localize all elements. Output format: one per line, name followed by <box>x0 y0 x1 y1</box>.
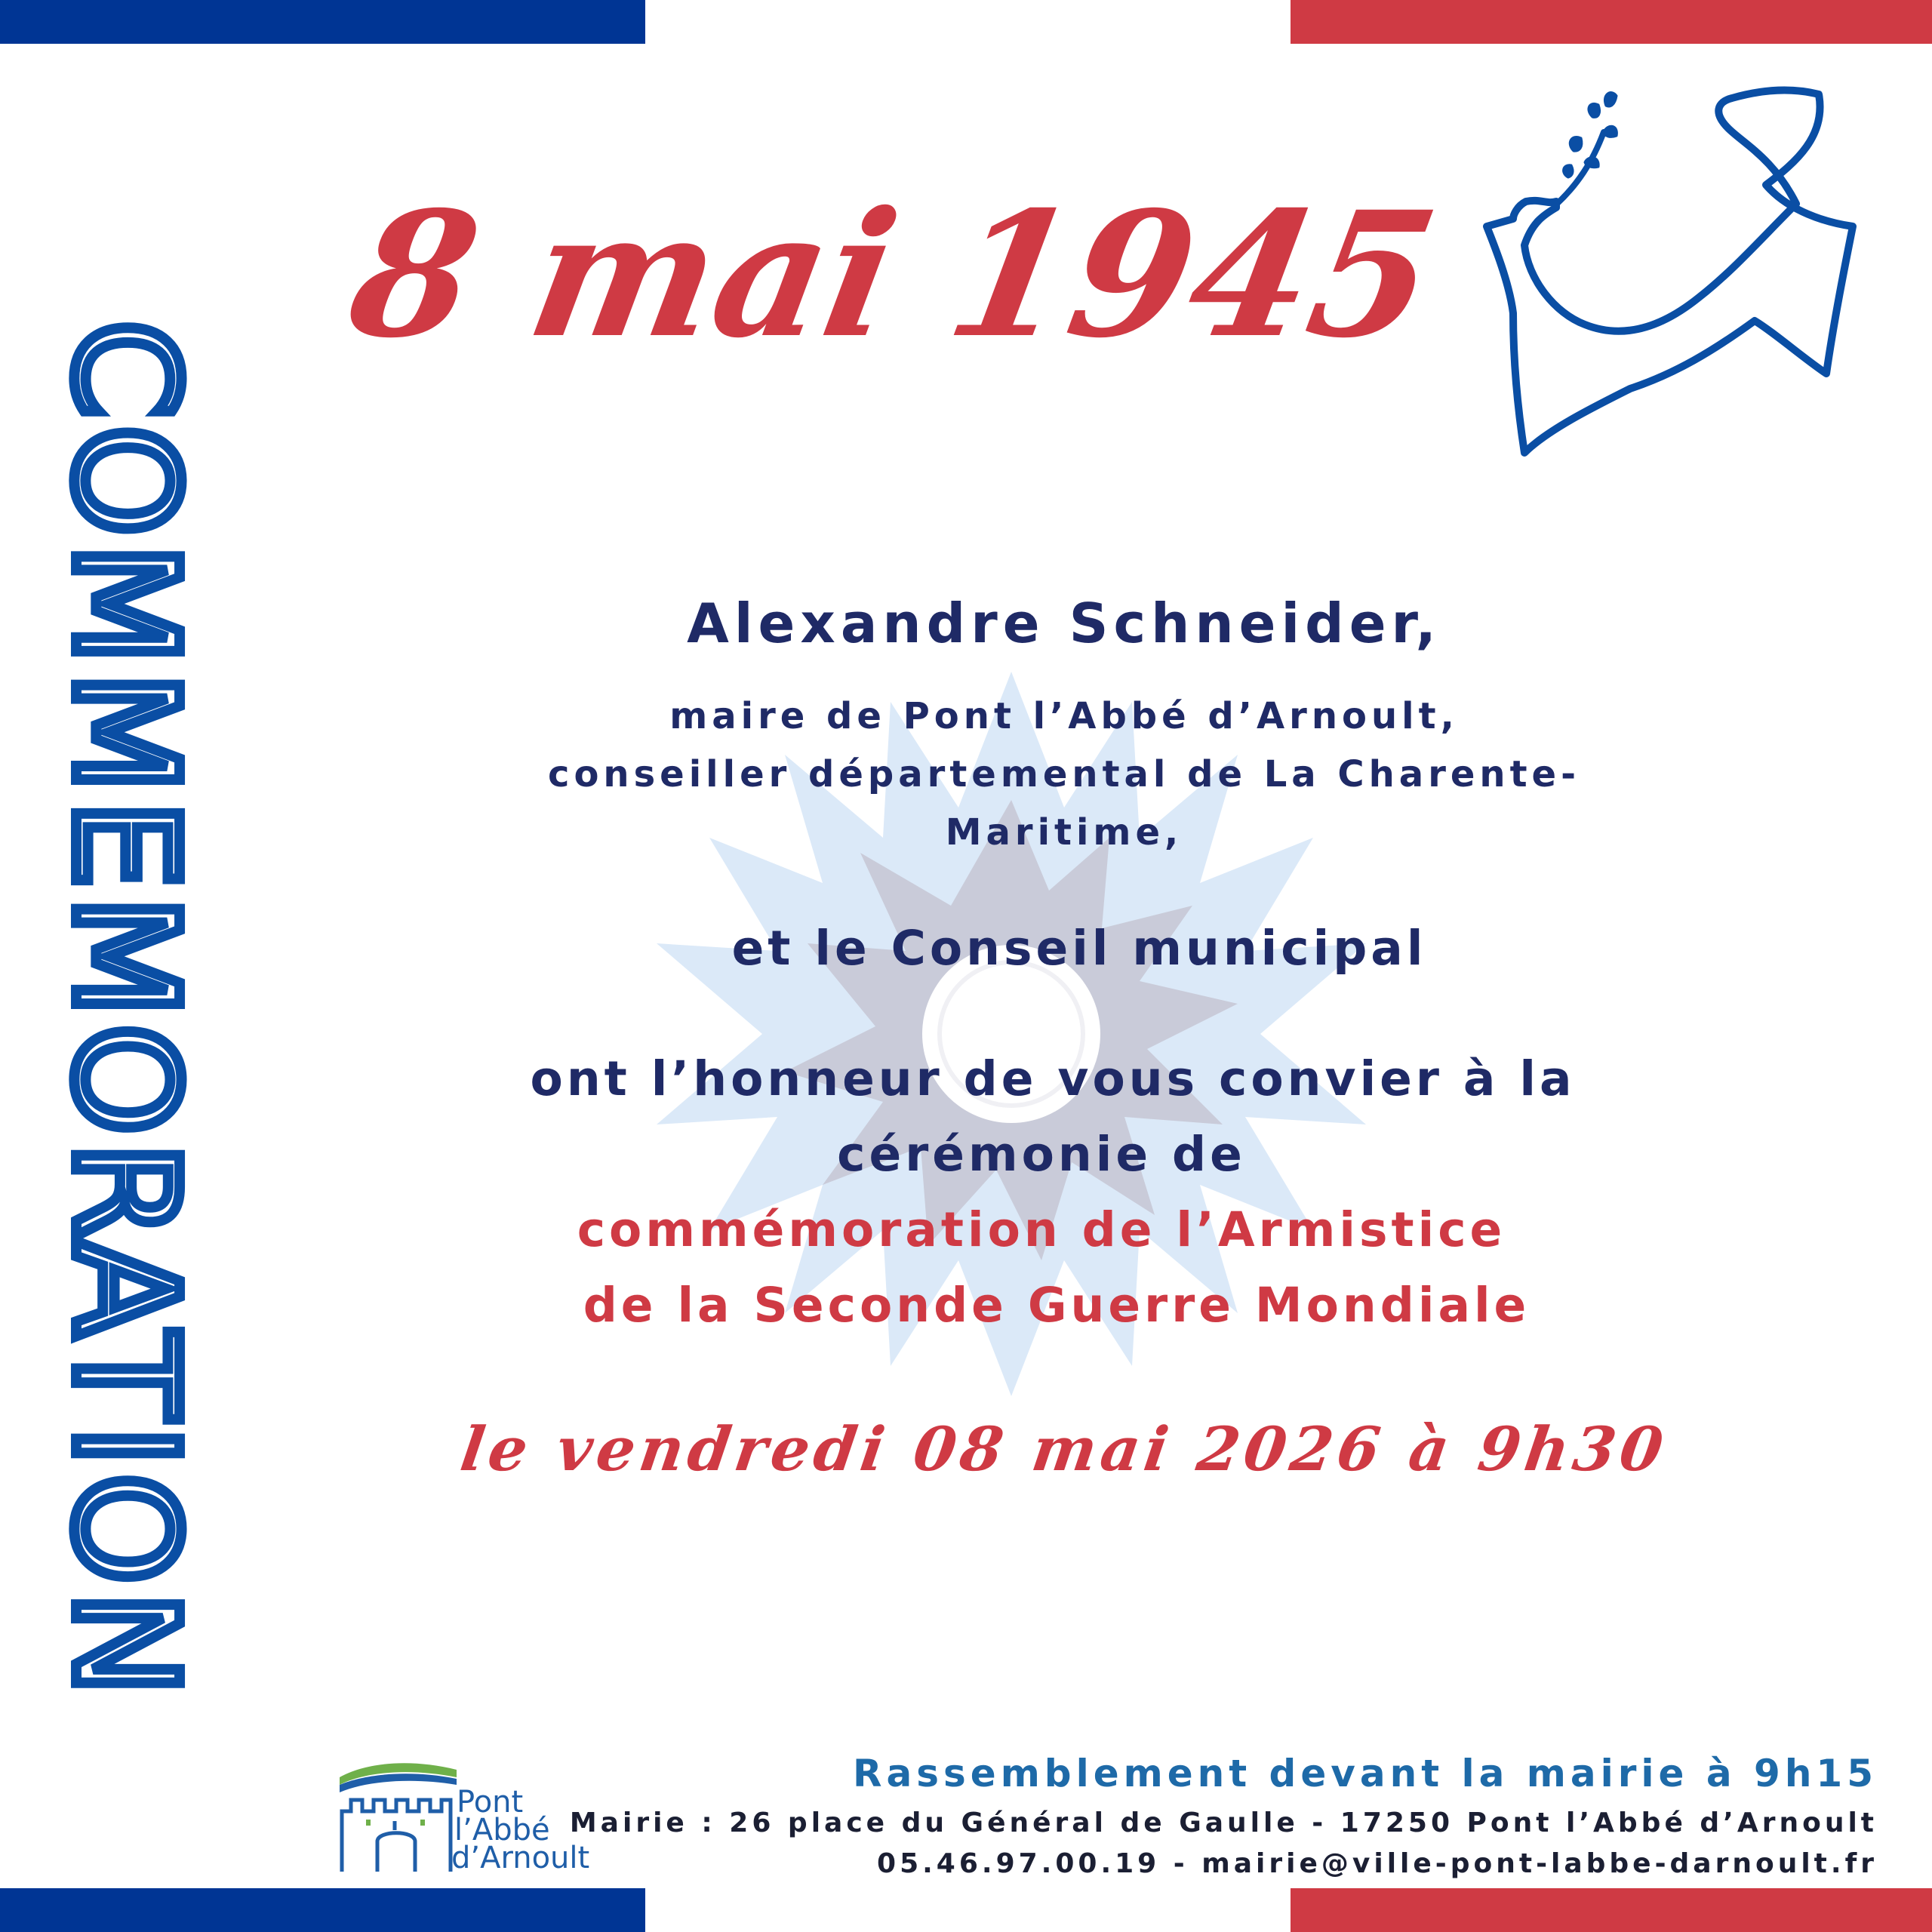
council-line: et le Conseil municipal <box>731 921 1427 976</box>
ceremony-date: le vendredi 08 mai 2026 à 9h30 <box>456 1414 1672 1484</box>
logo-text-line-3: d’Arnoult <box>451 1841 590 1875</box>
mayor-role-line-3: Maritime, <box>945 811 1183 854</box>
commemoration-line-2: de la Seconde Guerre Mondiale <box>583 1278 1531 1333</box>
invite-line-1: ont l’honneur de vous convier à la <box>530 1051 1576 1106</box>
flag-bar-red-top <box>1291 0 1932 44</box>
logo-text-line-1: Pont <box>457 1785 524 1820</box>
flag-bar-red-bottom <box>1291 1888 1932 1932</box>
logo-text-line-2: l’Abbé <box>454 1813 550 1847</box>
flag-bar-blue-top <box>0 0 645 44</box>
town-hall-contact: 05.46.97.00.19 - mairie@ville-pont-labbe-darnoult.fr <box>877 1848 1878 1879</box>
mayor-role-line-1: maire de Pont l’Abbé d’Arnoult, <box>669 695 1459 737</box>
mayor-name: Alexandre Schneider, <box>687 592 1441 655</box>
dove-with-olive-branch-icon <box>1472 72 1879 472</box>
flag-bar-blue-bottom <box>0 1888 645 1932</box>
commemoration-line-1: commémoration de l’Armistice <box>577 1202 1506 1257</box>
mayor-role-line-2: conseiller départemental de La Charente- <box>547 753 1581 795</box>
main-title: 8 mai 1945 <box>337 174 1451 376</box>
invite-line-2: cérémonie de <box>837 1127 1246 1182</box>
side-title: COMMEMORATION <box>42 319 208 1703</box>
town-hall-address: Mairie : 26 place du Général de Gaulle - 17250 Pont l’Abbé d’Arnoult <box>569 1807 1878 1838</box>
gathering-info: Rassemblement devant la mairie à 9h15 <box>853 1752 1878 1795</box>
